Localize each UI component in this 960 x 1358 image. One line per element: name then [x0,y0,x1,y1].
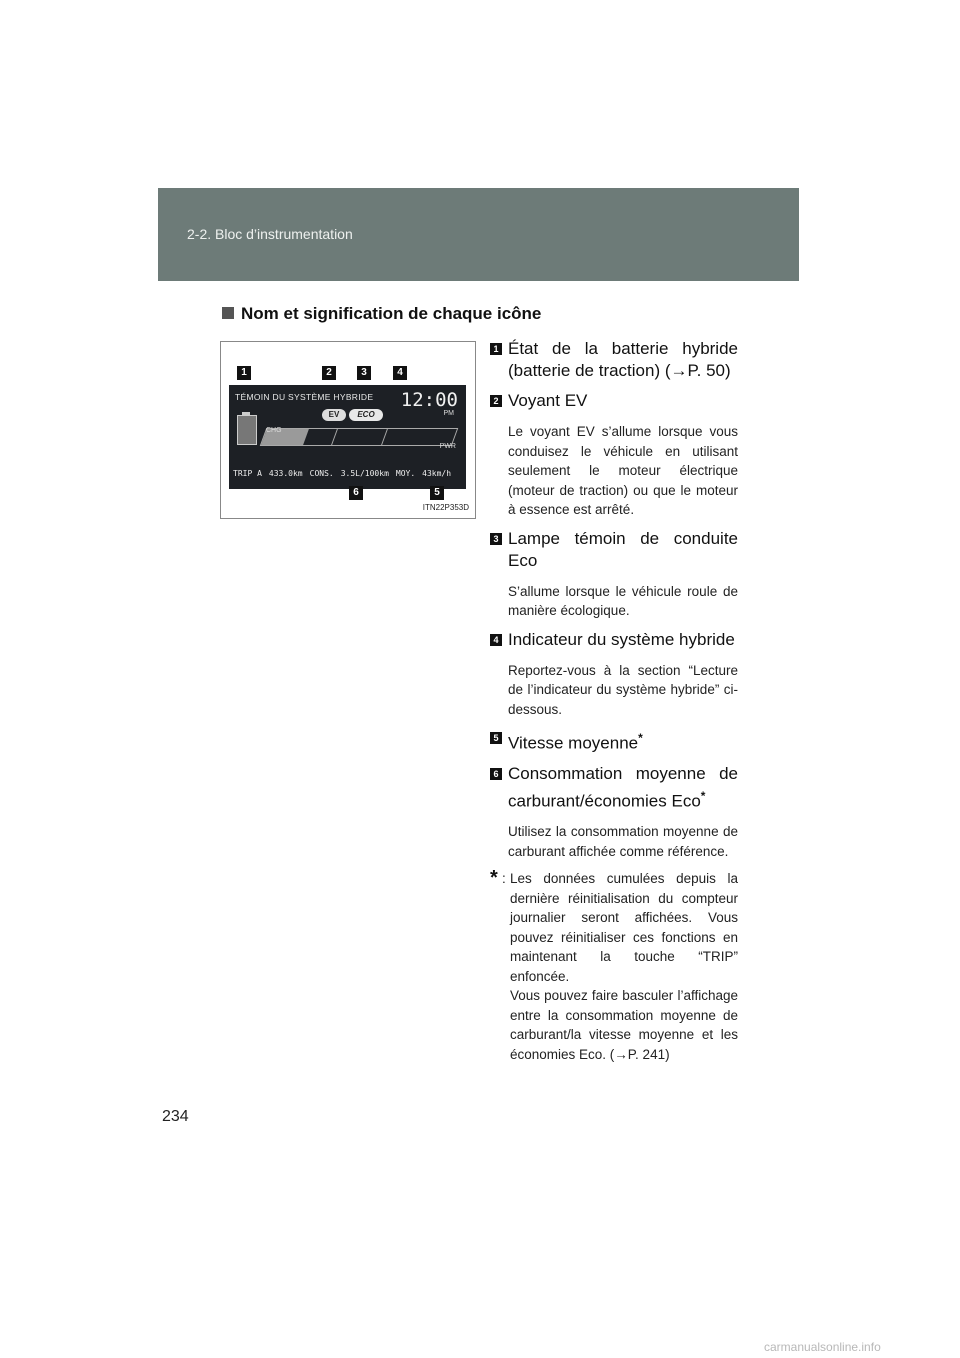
asterisk-mark: * [700,788,706,803]
item-title: Voyant EV [508,391,588,410]
item-number: 4 [490,634,502,646]
cons-value: 3.5L/100km [340,469,389,478]
screen-ampm: PM [443,410,454,417]
item-title-text: Consommation moyenne de carburant/économies Eco [508,763,738,811]
chg-label: CHG [266,427,282,434]
moy-value: 43km/h [422,469,452,478]
section-title: 2-2. Bloc d’instrumentation [187,226,353,242]
hybrid-system-bar [260,428,459,446]
watermark[interactable]: carmanualsonline.info [764,1340,881,1354]
hybrid-bar-divider [331,429,338,445]
screen-clock: 12:00 [400,389,458,411]
icon-description-list [490,338,738,1064]
item-description: Utilisez la consommation moyenne de carburant affichée comme référence. [508,824,738,859]
item-number: 2 [490,395,502,407]
callout-2: 2 [322,366,336,380]
callout-4: 4 [393,366,407,380]
list-item [490,390,738,520]
item-title-text: Vitesse moyenne [508,733,639,753]
list-item [490,727,738,755]
item-description: Le voyant EV s’allume lorsque vous conduisez le véhicule en utilisant seulement le moteur électrique (moteur de traction) ou que le moteur à essence est arrêté. [508,424,738,517]
bullet-square-icon [222,307,234,319]
footnote [490,869,738,1064]
item-title: État de la batterie hybride (batterie de traction) (→P. 50) [508,339,738,380]
screen-title: TÉMOIN DU SYSTÈME HYBRIDE [235,392,374,402]
item-number: 3 [490,533,502,545]
trip-label: TRIP A [233,469,262,478]
item-description: Reportez-vous à la section “Lecture de l’indicateur du système hybride” ci-dessous. [508,662,738,717]
section-heading-text: Nom et signification de chaque icône [241,304,542,323]
list-item [490,763,738,862]
instrument-figure [220,341,476,519]
list-item [490,629,738,720]
moy-label: MOY. [395,469,416,478]
callout-3: 3 [357,366,371,380]
callout-1: 1 [237,366,251,380]
callout-6: 6 [349,486,363,500]
page-number: 234 [162,1108,189,1125]
item-title: Indicateur du système hybride [508,629,735,649]
list-item [490,338,738,382]
item-number: 6 [490,768,502,780]
pwr-label: PWR [439,443,456,450]
trip-value: 433.0km [268,469,303,478]
footnote-paragraph: Les données cumulées depuis la dernière réinitialisation du compteur journalier seront affichées. Vous pouvez réinitialiser ces fonctions en maintenant la touche “TRIP” enfoncée. [510,871,738,984]
item-title: Lampe témoin de conduite Eco [508,528,738,570]
footnote-text [510,869,738,1064]
cons-label: CONS. [309,469,334,478]
footnote-colon: : [502,871,506,887]
item-description: S’allume lorsque le véhicule roule de manière écologique. [508,583,738,618]
list-item [490,528,738,621]
screen-bottom-row [233,469,463,478]
item-number: 5 [490,732,502,744]
section-heading [222,304,541,324]
hybrid-bar-divider [381,429,388,445]
asterisk-mark: * [638,731,643,745]
battery-icon [237,415,257,445]
display-screen [229,385,466,489]
footnote-paragraph: Vous pouvez faire basculer l’affichage entre la consommation moyenne de carburant/la vitesse moyenne et les économies Eco. (→P. 241) [510,988,738,1062]
callout-5: 5 [430,486,444,500]
item-title [508,763,738,813]
header-band [158,188,799,281]
item-title [508,727,738,755]
ev-indicator: EV [322,409,346,421]
eco-indicator: ECO [349,409,383,421]
item-number: 1 [490,343,502,355]
figure-code: ITN22P353D [422,503,469,512]
footnote-asterisk: * [490,867,498,890]
